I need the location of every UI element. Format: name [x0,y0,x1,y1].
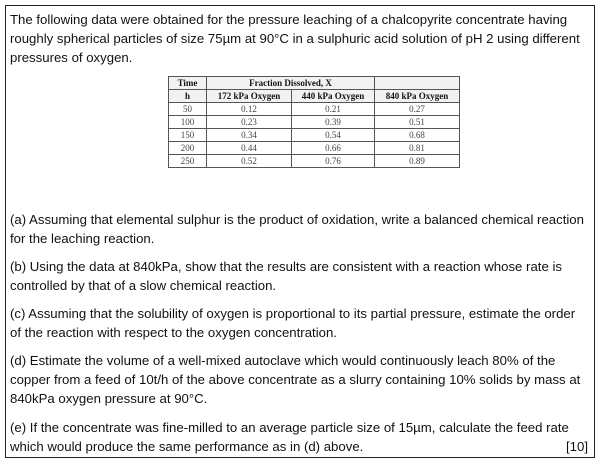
value-cell: 0.21 [292,103,375,116]
table-row [169,155,460,168]
time-header: Time [169,77,207,90]
empty-header-cell [375,77,460,90]
data-table-container [168,76,460,168]
time-cell: 150 [169,129,207,142]
value-cell: 0.12 [207,103,292,116]
table-header-row [169,77,460,90]
table-row [169,116,460,129]
value-cell: 0.68 [375,129,460,142]
value-cell: 0.66 [292,142,375,155]
value-cell: 0.89 [375,155,460,168]
question-b: (b) Using the data at 840kPa, show that the results are consistent with a reaction whose rate is controlled by that of a slow chemical reaction. [10,259,562,293]
question-c: (c) Assuming that the solubility of oxygen is proportional to its partial pressure, estimate the order of the reaction with respect to the oxygen concentration. [10,306,576,340]
question-e-text: (e) If the concentrate was fine-milled to an average particle size of 15µm, calculate the feed rate which would produce the same performance as in (d) above. [10,420,569,454]
leaching-data-table [168,76,460,168]
unit-header-h: h [169,90,207,103]
table-row [169,142,460,155]
question-e-marks: [10] [566,439,588,454]
table-subheader-row [169,90,460,103]
value-cell: 0.27 [375,103,460,116]
table-row [169,129,460,142]
value-cell: 0.51 [375,116,460,129]
time-cell: 250 [169,155,207,168]
time-cell: 50 [169,103,207,116]
value-cell: 0.81 [375,142,460,155]
question-e [10,418,588,456]
question-d: (d) Estimate the volume of a well-mixed autoclave which would continuously leach 80% of the copper from a feed of 10t/h of the above concentrate as a slurry containing 10% solids by mass at 840kPa oxygen pressure at 90°C. [10,353,581,406]
header-440kpa: 440 kPa Oxygen [292,90,375,103]
value-cell: 0.34 [207,129,292,142]
value-cell: 0.39 [292,116,375,129]
fraction-dissolved-header: Fraction Dissolved, X [207,77,375,90]
value-cell: 0.54 [292,129,375,142]
header-840kpa: 840 kPa Oxygen [375,90,460,103]
time-cell: 100 [169,116,207,129]
table-row [169,103,460,116]
value-cell: 0.76 [292,155,375,168]
value-cell: 0.23 [207,116,292,129]
intro-paragraph: The following data were obtained for the pressure leaching of a chalcopyrite concentrate having roughly spherical particles of size 75µm at 90°C in a sulphuric acid solution of pH 2 using different pressures of oxygen. [10,12,580,65]
value-cell: 0.52 [207,155,292,168]
time-cell: 200 [169,142,207,155]
question-a: (a) Assuming that elemental sulphur is the product of oxidation, write a balanced chemical reaction for the leaching reaction. [10,212,584,246]
header-172kpa: 172 kPa Oxygen [207,90,292,103]
value-cell: 0.44 [207,142,292,155]
